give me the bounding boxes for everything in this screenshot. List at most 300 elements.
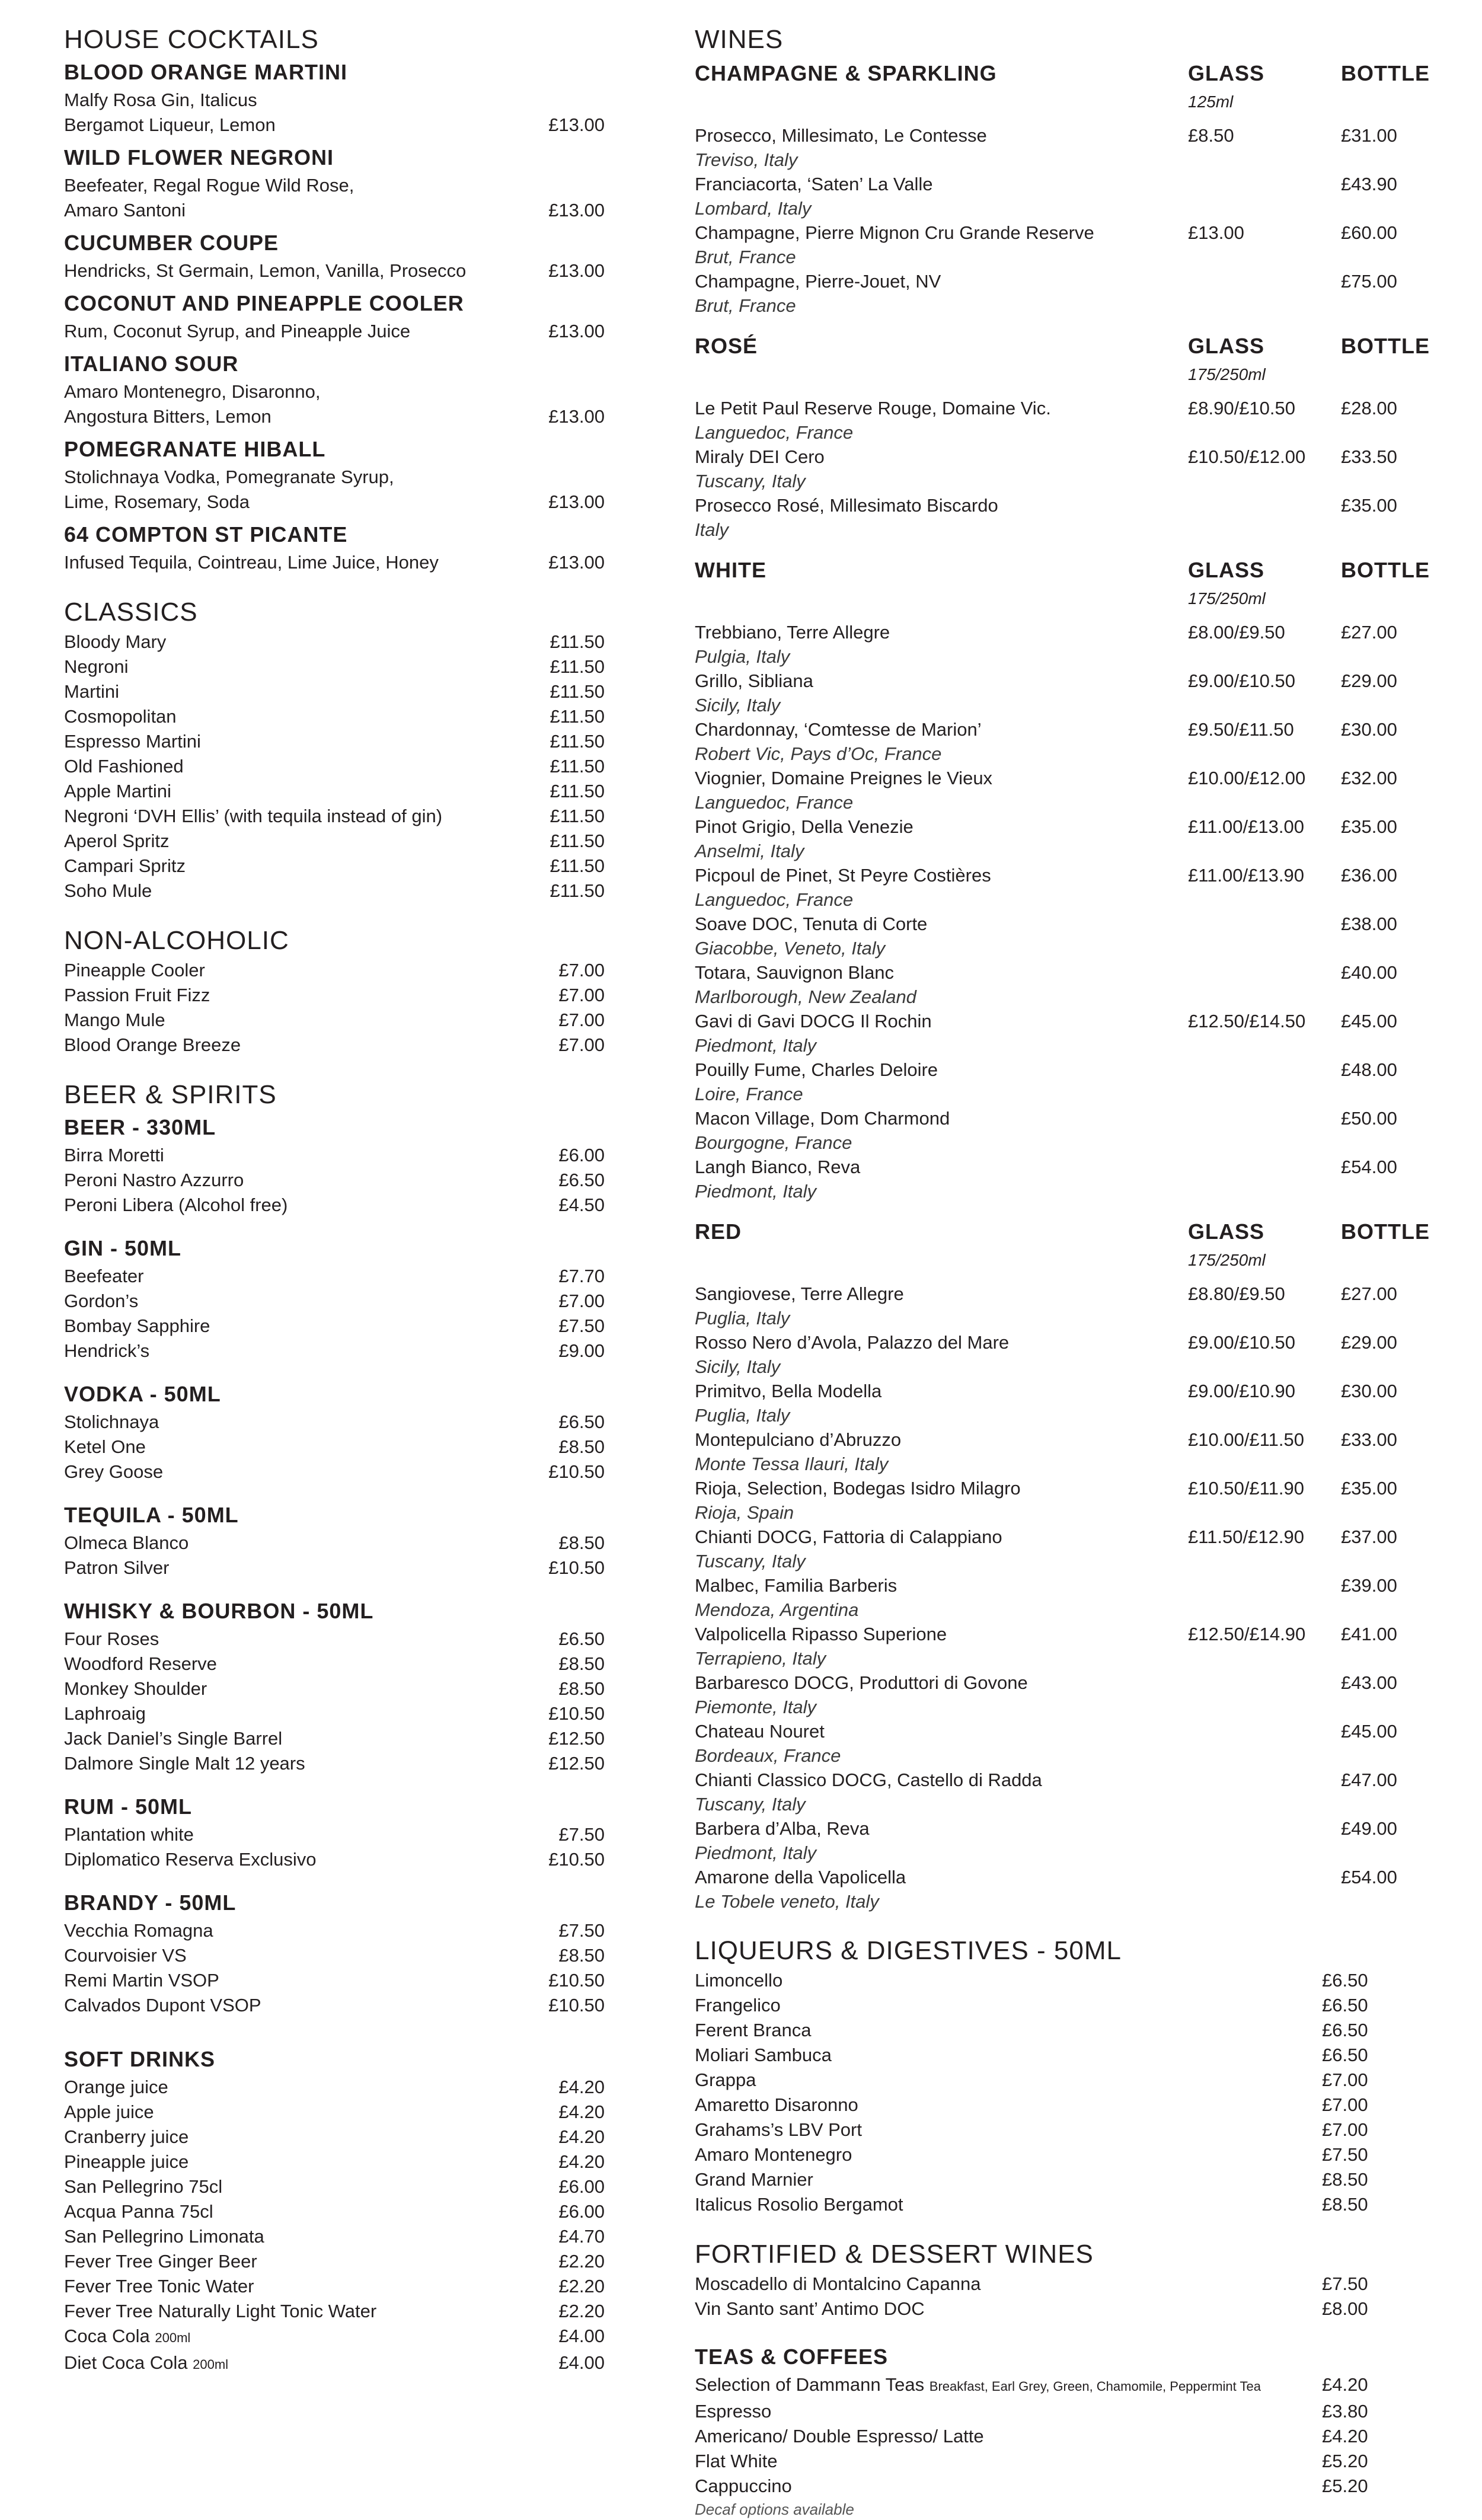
wine-bottle-price: £35.00 (1341, 495, 1397, 516)
classic-price: £11.50 (550, 681, 605, 702)
wine-origin: Tuscany, Italy (695, 1794, 806, 1815)
soft-drink-price: £4.20 (558, 2151, 605, 2172)
classic-item (64, 729, 605, 754)
spirit-group-title: BEER - 330ML (64, 1115, 216, 1139)
liqueur-name: Grappa (695, 2069, 756, 2090)
wine-origin-row (695, 644, 1430, 669)
decaf-note: Decaf options available (695, 2500, 854, 2518)
classic-price: £11.50 (550, 706, 605, 727)
cocktail-desc-line: Malfy Rosa Gin, Italicus (64, 90, 257, 110)
wine-section-header (695, 330, 1430, 363)
beer-spirits-title: BEER & SPIRITS (64, 1080, 277, 1109)
cocktail-name: BLOOD ORANGE MARTINI (64, 60, 347, 84)
wine-origin: Bordeaux, France (695, 1745, 841, 1766)
spirit-price: £8.50 (558, 1436, 605, 1457)
wine-row (695, 815, 1430, 839)
wine-origin-row (695, 469, 1430, 493)
liqueur-price: £8.50 (1322, 2169, 1368, 2190)
cocktail-desc-line: Beefeater, Regal Rogue Wild Rose, (64, 175, 354, 196)
soft-drink-price: £6.00 (558, 2201, 605, 2222)
spirit-price: £10.50 (548, 1703, 605, 1724)
wine-origin-row (695, 887, 1430, 912)
wine-glass-price: £10.50/£11.90 (1188, 1478, 1304, 1499)
non-alcoholic-name: Pineapple Cooler (64, 960, 205, 980)
liqueur-price: £7.00 (1322, 2094, 1368, 2115)
cocktail-body (64, 88, 605, 138)
liqueur-item (695, 2142, 1430, 2167)
spirit-name: Stolichnaya (64, 1411, 159, 1432)
wine-name: Primitvo, Bella Modella (695, 1381, 882, 1401)
cocktail-name: CUCUMBER COUPE (64, 231, 279, 255)
spirit-price: £10.50 (548, 1557, 605, 1578)
wine-row (695, 669, 1430, 693)
glass-label: GLASS (1188, 1219, 1265, 1244)
wine-origin-row (695, 1743, 1430, 1768)
wine-glass-price (1188, 1865, 1341, 1889)
spirit-price: £7.50 (558, 1315, 605, 1336)
classic-name: Apple Martini (64, 781, 171, 801)
wine-name: Barbaresco DOCG, Produttori di Govone (695, 1672, 1028, 1693)
spirit-name: Bombay Sapphire (64, 1315, 210, 1336)
wine-origin-row (695, 1403, 1430, 1427)
wine-section-title: RED (695, 1219, 742, 1244)
spirit-item (64, 1143, 605, 1168)
wine-row (695, 863, 1430, 887)
soft-drink-item (64, 2324, 605, 2350)
cocktail-name: WILD FLOWER NEGRONI (64, 145, 334, 170)
spirit-price: £8.50 (558, 1678, 605, 1699)
wine-origin: Le Tobele veneto, Italy (695, 1891, 879, 1912)
cocktail-desc (64, 550, 605, 575)
spirit-name: Ketel One (64, 1436, 146, 1457)
bottle-label: BOTTLE (1341, 1219, 1430, 1244)
soft-drink-item (64, 2125, 605, 2149)
glass-measure (695, 90, 1430, 114)
bottle-label: BOTTLE (1341, 334, 1430, 358)
wine-row (695, 493, 1430, 518)
classic-name: Soho Mule (64, 880, 152, 901)
non-alcoholic-price: £7.00 (558, 960, 605, 980)
soft-drink-note: 200ml (155, 2330, 191, 2345)
wine-origin-row (695, 839, 1430, 863)
soft-drink-item (64, 2350, 605, 2377)
wine-glass-price (1188, 960, 1341, 985)
spirit-item (64, 1627, 605, 1652)
spirit-group (64, 1596, 605, 1776)
wine-row (695, 1009, 1430, 1033)
soft-drink-name: Diet Coca Cola (64, 2352, 188, 2373)
classic-price: £11.50 (550, 806, 605, 826)
wine-origin: Puglia, Italy (695, 1405, 790, 1426)
spirit-group-title: BRANDY - 50ML (64, 1890, 237, 1915)
wine-origin-row (695, 1033, 1430, 1058)
spirit-item (64, 1556, 605, 1580)
classic-item (64, 804, 605, 829)
cocktail-body (64, 173, 605, 223)
wine-row (695, 1573, 1430, 1598)
liqueurs-list (695, 1968, 1430, 2217)
wine-bottle-price: £33.50 (1341, 446, 1397, 467)
liqueur-item (695, 2018, 1430, 2043)
wine-row (695, 766, 1430, 790)
soft-drink-name: San Pellegrino 75cl (64, 2176, 223, 2197)
spirit-name: Hendrick’s (64, 1340, 150, 1361)
wine-origin-row (695, 1695, 1430, 1719)
soft-drink-name: Acqua Panna 75cl (64, 2201, 213, 2222)
wine-origin: Languedoc, France (695, 422, 854, 443)
dessert-wine-price: £7.50 (1322, 2273, 1368, 2294)
wine-origin-row (695, 1841, 1430, 1865)
non-alcoholic-name: Mango Mule (64, 1010, 165, 1030)
wine-origin-row (695, 790, 1430, 815)
wine-origin-row (695, 518, 1430, 542)
wine-row (695, 1427, 1430, 1452)
liqueurs-title: LIQUEURS & DIGESTIVES - 50ML (695, 1936, 1122, 1965)
tea-coffee-price: £5.20 (1322, 2451, 1368, 2471)
wine-bottle-price: £54.00 (1341, 1157, 1397, 1177)
wine-row (695, 445, 1430, 469)
tea-coffee-price: £3.80 (1322, 2401, 1368, 2422)
spirit-price: £10.50 (548, 1461, 605, 1482)
non-alcoholic-name: Blood Orange Breeze (64, 1034, 241, 1055)
wine-origin-row (695, 1646, 1430, 1671)
wine-origin-row (695, 985, 1430, 1009)
wine-origin-row (695, 1792, 1430, 1816)
wine-origin: Bourgogne, France (695, 1132, 852, 1153)
classic-name: Old Fashioned (64, 756, 184, 777)
wine-origin-row (695, 1549, 1430, 1573)
cocktail-desc-line: Amaro Santoni (64, 200, 186, 221)
wine-glass-price: £9.00/£10.50 (1188, 670, 1296, 691)
wine-glass-price: £12.50/£14.50 (1188, 1011, 1306, 1031)
wine-origin: Terrapieno, Italy (695, 1648, 826, 1669)
wine-glass-price (1188, 269, 1341, 293)
classic-item (64, 704, 605, 729)
spirit-item (64, 1289, 605, 1314)
liqueur-price: £6.50 (1322, 1970, 1368, 1991)
teas-title: TEAS & COFFEES (695, 2345, 889, 2369)
spirit-name: Beefeater (64, 1266, 144, 1286)
wine-glass-price (1188, 1816, 1341, 1841)
cocktail-desc (64, 379, 605, 429)
cocktail-desc-line: Bergamot Liqueur, Lemon (64, 114, 276, 135)
liqueur-name: Italicus Rosolio Bergamot (695, 2194, 903, 2215)
soft-drink-item (64, 2299, 605, 2324)
wine-origin: Tuscany, Italy (695, 1551, 806, 1572)
spirit-item (64, 1264, 605, 1289)
spirit-name: Four Roses (64, 1628, 159, 1649)
cocktail-desc-line: Hendricks, St Germain, Lemon, Vanilla, Prosecco (64, 260, 467, 281)
wine-bottle-price: £50.00 (1341, 1108, 1397, 1129)
wine-origin: Loire, France (695, 1084, 803, 1104)
spirit-item (64, 1193, 605, 1218)
non-alcoholic-price: £7.00 (558, 985, 605, 1005)
soft-drink-price: £4.20 (558, 2101, 605, 2122)
wine-row (695, 1816, 1430, 1841)
classic-item (64, 754, 605, 779)
classic-item (64, 779, 605, 804)
wine-origin-row (695, 245, 1430, 269)
wine-row (695, 396, 1430, 420)
cocktail-desc (64, 88, 605, 138)
wine-name: Macon Village, Dom Charmond (695, 1108, 950, 1129)
wine-bottle-price: £30.00 (1341, 719, 1397, 740)
liqueur-price: £7.00 (1322, 2119, 1368, 2140)
classic-price: £11.50 (550, 880, 605, 901)
wine-row (695, 1622, 1430, 1646)
wine-origin-row (695, 1452, 1430, 1476)
soft-drink-name: Fever Tree Tonic Water (64, 2276, 254, 2297)
spirit-item (64, 1459, 605, 1484)
spirit-price: £9.00 (558, 1340, 605, 1361)
tea-coffee-item (695, 2399, 1430, 2424)
wine-section-header (695, 1215, 1430, 1248)
spirit-price: £12.50 (548, 1728, 605, 1749)
non-alcoholic-price: £7.00 (558, 1034, 605, 1055)
wine-name: Viognier, Domaine Preignes le Vieux (695, 768, 993, 788)
spirit-item (64, 1943, 605, 1968)
wine-glass-price: £8.50 (1188, 125, 1234, 146)
wine-name: Amarone della Vapolicella (695, 1867, 906, 1887)
soft-drink-item (64, 2224, 605, 2249)
soft-drink-price: £2.20 (558, 2276, 605, 2297)
non-alcoholic-price: £7.00 (558, 1010, 605, 1030)
wine-section-title: ROSÉ (695, 334, 758, 358)
wine-row (695, 1155, 1430, 1179)
wine-bottle-price: £43.00 (1341, 1672, 1397, 1693)
wine-origin: Sicily, Italy (695, 695, 781, 716)
soft-drink-item (64, 2174, 605, 2199)
teas-list (695, 2372, 1430, 2499)
cocktail-price: £13.00 (548, 260, 605, 281)
classic-price: £11.50 (550, 631, 605, 652)
spirit-item (64, 1676, 605, 1701)
wine-row (695, 221, 1430, 245)
spirit-group-title: GIN - 50ML (64, 1236, 182, 1260)
soft-drink-name: Cranberry juice (64, 2126, 189, 2147)
wine-bottle-price: £75.00 (1341, 271, 1397, 292)
soft-drink-name: Fever Tree Naturally Light Tonic Water (64, 2301, 377, 2321)
wine-name: Montepulciano d’Abruzzo (695, 1429, 902, 1450)
wine-name: Sangiovese, Terre Allegre (695, 1283, 904, 1304)
wine-glass-price (1188, 1106, 1341, 1130)
wine-glass-price: £12.50/£14.90 (1188, 1624, 1306, 1644)
wine-name: Rioja, Selection, Bodegas Isidro Milagro (695, 1478, 1021, 1499)
wine-row (695, 172, 1430, 196)
wine-section-title: CHAMPAGNE & SPARKLING (695, 61, 997, 85)
tea-coffee-price: £4.20 (1322, 2374, 1368, 2395)
wine-row (695, 1476, 1430, 1500)
spirit-item (64, 1822, 605, 1847)
liqueur-price: £7.00 (1322, 2069, 1368, 2090)
spirit-item (64, 1410, 605, 1435)
classic-name: Aperol Spritz (64, 831, 170, 851)
cocktail-desc-line: Infused Tequila, Cointreau, Lime Juice, Honey (64, 552, 439, 573)
measure-value: 175/250ml (1188, 365, 1266, 384)
spirit-item (64, 1314, 605, 1339)
classic-item (64, 654, 605, 679)
cocktail-item (64, 228, 605, 283)
wine-row (695, 1525, 1430, 1549)
non-alcoholic-item (64, 1033, 605, 1058)
wine-bottle-price: £27.00 (1341, 622, 1397, 643)
cocktail-name: ITALIANO SOUR (64, 352, 239, 376)
wine-bottle-price: £40.00 (1341, 962, 1397, 983)
tea-coffee-name: Americano/ Double Espresso/ Latte (695, 2426, 984, 2446)
cocktail-desc-line: Amaro Montenegro, Disaronno, (64, 381, 321, 402)
beer-spirits-list (64, 1112, 605, 2018)
wine-bottle-price: £60.00 (1341, 222, 1397, 243)
liqueur-item (695, 2093, 1430, 2117)
soft-drink-name: Coca Cola (64, 2326, 150, 2346)
soft-drink-item (64, 2199, 605, 2224)
wine-section (695, 330, 1430, 542)
spirit-name: Grey Goose (64, 1461, 164, 1482)
classic-price: £11.50 (550, 855, 605, 876)
soft-drink-name: Fever Tree Ginger Beer (64, 2251, 257, 2272)
wine-origin: Robert Vic, Pays d’Oc, France (695, 743, 942, 764)
wine-origin: Italy (695, 519, 729, 540)
wine-name: Valpolicella Ripasso Superione (695, 1624, 947, 1644)
spirit-item (64, 1751, 605, 1776)
spirit-price: £8.50 (558, 1532, 605, 1553)
tea-coffee-note: Breakfast, Earl Grey, Green, Chamomile, Peppermint Tea (929, 2379, 1261, 2394)
spirit-group (64, 1233, 605, 1363)
cocktail-body (64, 319, 605, 344)
wine-origin: Piedmont, Italy (695, 1181, 817, 1202)
non-alcoholic-item (64, 1008, 605, 1033)
spirit-item (64, 1339, 605, 1363)
tea-coffee-item (695, 2474, 1430, 2499)
wine-name: Totara, Sauvignon Blanc (695, 962, 895, 983)
wine-bottle-price: £38.00 (1341, 914, 1397, 934)
cocktail-body (64, 258, 605, 283)
cocktail-desc (64, 465, 605, 515)
liqueur-price: £6.50 (1322, 2045, 1368, 2065)
cocktail-desc (64, 319, 605, 344)
wine-origin-row (695, 742, 1430, 766)
spirit-name: Courvoisier VS (64, 1945, 187, 1966)
cocktail-price: £13.00 (548, 114, 605, 135)
wine-origin-row (695, 1306, 1430, 1330)
spirit-item (64, 1531, 605, 1556)
liqueur-item (695, 2117, 1430, 2142)
house-cocktails-list (64, 57, 605, 575)
wine-glass-price (1188, 1573, 1341, 1598)
wine-name: Prosecco, Millesimato, Le Contesse (695, 125, 987, 146)
wine-origin: Giacobbe, Veneto, Italy (695, 938, 886, 959)
spirit-name: Remi Martin VSOP (64, 1970, 219, 1991)
spirit-name: Woodford Reserve (64, 1653, 217, 1674)
liqueur-item (695, 1968, 1430, 1993)
wine-bottle-price: £28.00 (1341, 398, 1397, 419)
spirit-name: Birra Moretti (64, 1145, 164, 1165)
wine-glass-price (1188, 912, 1341, 936)
cocktail-desc (64, 258, 605, 283)
tea-coffee-price: £5.20 (1322, 2476, 1368, 2496)
liqueur-item (695, 2043, 1430, 2068)
spirit-price: £12.50 (548, 1753, 605, 1774)
spirit-group-title: WHISKY & BOURBON - 50ML (64, 1599, 374, 1623)
wine-section-header (695, 554, 1430, 587)
measure-spacer (695, 90, 1188, 114)
wine-name: Franciacorta, ‘Saten’ La Valle (695, 174, 933, 194)
cocktail-item (64, 434, 605, 515)
classic-price: £11.50 (550, 781, 605, 801)
house-cocktails-title: HOUSE COCKTAILS (64, 25, 319, 54)
wine-bottle-price: £31.00 (1341, 125, 1397, 146)
wine-row (695, 1282, 1430, 1306)
wine-row (695, 269, 1430, 293)
wine-glass-price: £9.50/£11.50 (1188, 719, 1294, 740)
wine-bottle-price: £27.00 (1341, 1283, 1397, 1304)
liqueur-name: Moliari Sambuca (695, 2045, 832, 2065)
wine-glass-price: £11.50/£12.90 (1188, 1526, 1304, 1547)
wine-bottle-price: £35.00 (1341, 1478, 1397, 1499)
glass-label: GLASS (1188, 558, 1265, 582)
cocktail-price: £13.00 (548, 552, 605, 573)
wine-name: Champagne, Pierre-Jouet, NV (695, 271, 941, 292)
liqueur-price: £6.50 (1322, 1995, 1368, 2016)
wine-origin-row (695, 1082, 1430, 1106)
wine-bottle-price: £49.00 (1341, 1818, 1397, 1839)
wine-origin: Sicily, Italy (695, 1356, 781, 1377)
non-alcoholic-list (64, 958, 605, 1058)
wine-bottle-price: £45.00 (1341, 1011, 1397, 1031)
measure-spacer (695, 587, 1188, 611)
wine-origin: Piemonte, Italy (695, 1697, 817, 1717)
soft-drinks-list (64, 2075, 605, 2377)
wine-origin: Anselmi, Italy (695, 841, 804, 861)
wine-row (695, 1671, 1430, 1695)
soft-drink-price: £4.70 (558, 2226, 605, 2247)
wine-glass-price: £10.00/£11.50 (1188, 1429, 1304, 1450)
spirit-price: £6.50 (558, 1170, 605, 1190)
wine-row (695, 1106, 1430, 1130)
measure-spacer (695, 363, 1188, 387)
wine-name: Gavi di Gavi DOCG Il Rochin (695, 1011, 932, 1031)
wine-origin: Lombard, Italy (695, 198, 812, 219)
wine-name: Champagne, Pierre Mignon Cru Grande Reserve (695, 222, 1094, 243)
wine-section (695, 1215, 1430, 1914)
liqueur-name: Frangelico (695, 1995, 781, 2016)
wine-origin: Piedmont, Italy (695, 1035, 817, 1056)
wine-row (695, 1768, 1430, 1792)
spirit-name: Peroni Nastro Azzurro (64, 1170, 244, 1190)
spirit-name: Gordon’s (64, 1291, 139, 1311)
wine-origin: Brut, France (695, 295, 796, 316)
wine-row (695, 717, 1430, 742)
wine-row (695, 1058, 1430, 1082)
wine-origin-row (695, 1179, 1430, 1203)
wine-origin-row (695, 1598, 1430, 1622)
glass-label: GLASS (1188, 61, 1265, 85)
wine-origin: Mendoza, Argentina (695, 1599, 859, 1620)
classic-item (64, 679, 605, 704)
wine-name: Langh Bianco, Reva (695, 1157, 861, 1177)
classic-price: £11.50 (550, 731, 605, 752)
soft-drink-price: £6.00 (558, 2176, 605, 2197)
cocktail-desc-line: Angostura Bitters, Lemon (64, 406, 272, 427)
tea-coffee-name: Selection of Dammann Teas (695, 2374, 925, 2395)
liqueur-name: Grahams’s LBV Port (695, 2119, 862, 2140)
wine-origin-row (695, 693, 1430, 717)
left-column (64, 23, 605, 2377)
wine-origin-row (695, 1130, 1430, 1155)
wine-name: Grillo, Sibliana (695, 670, 813, 691)
wine-origin: Piedmont, Italy (695, 1842, 817, 1863)
liqueur-price: £6.50 (1322, 2020, 1368, 2040)
